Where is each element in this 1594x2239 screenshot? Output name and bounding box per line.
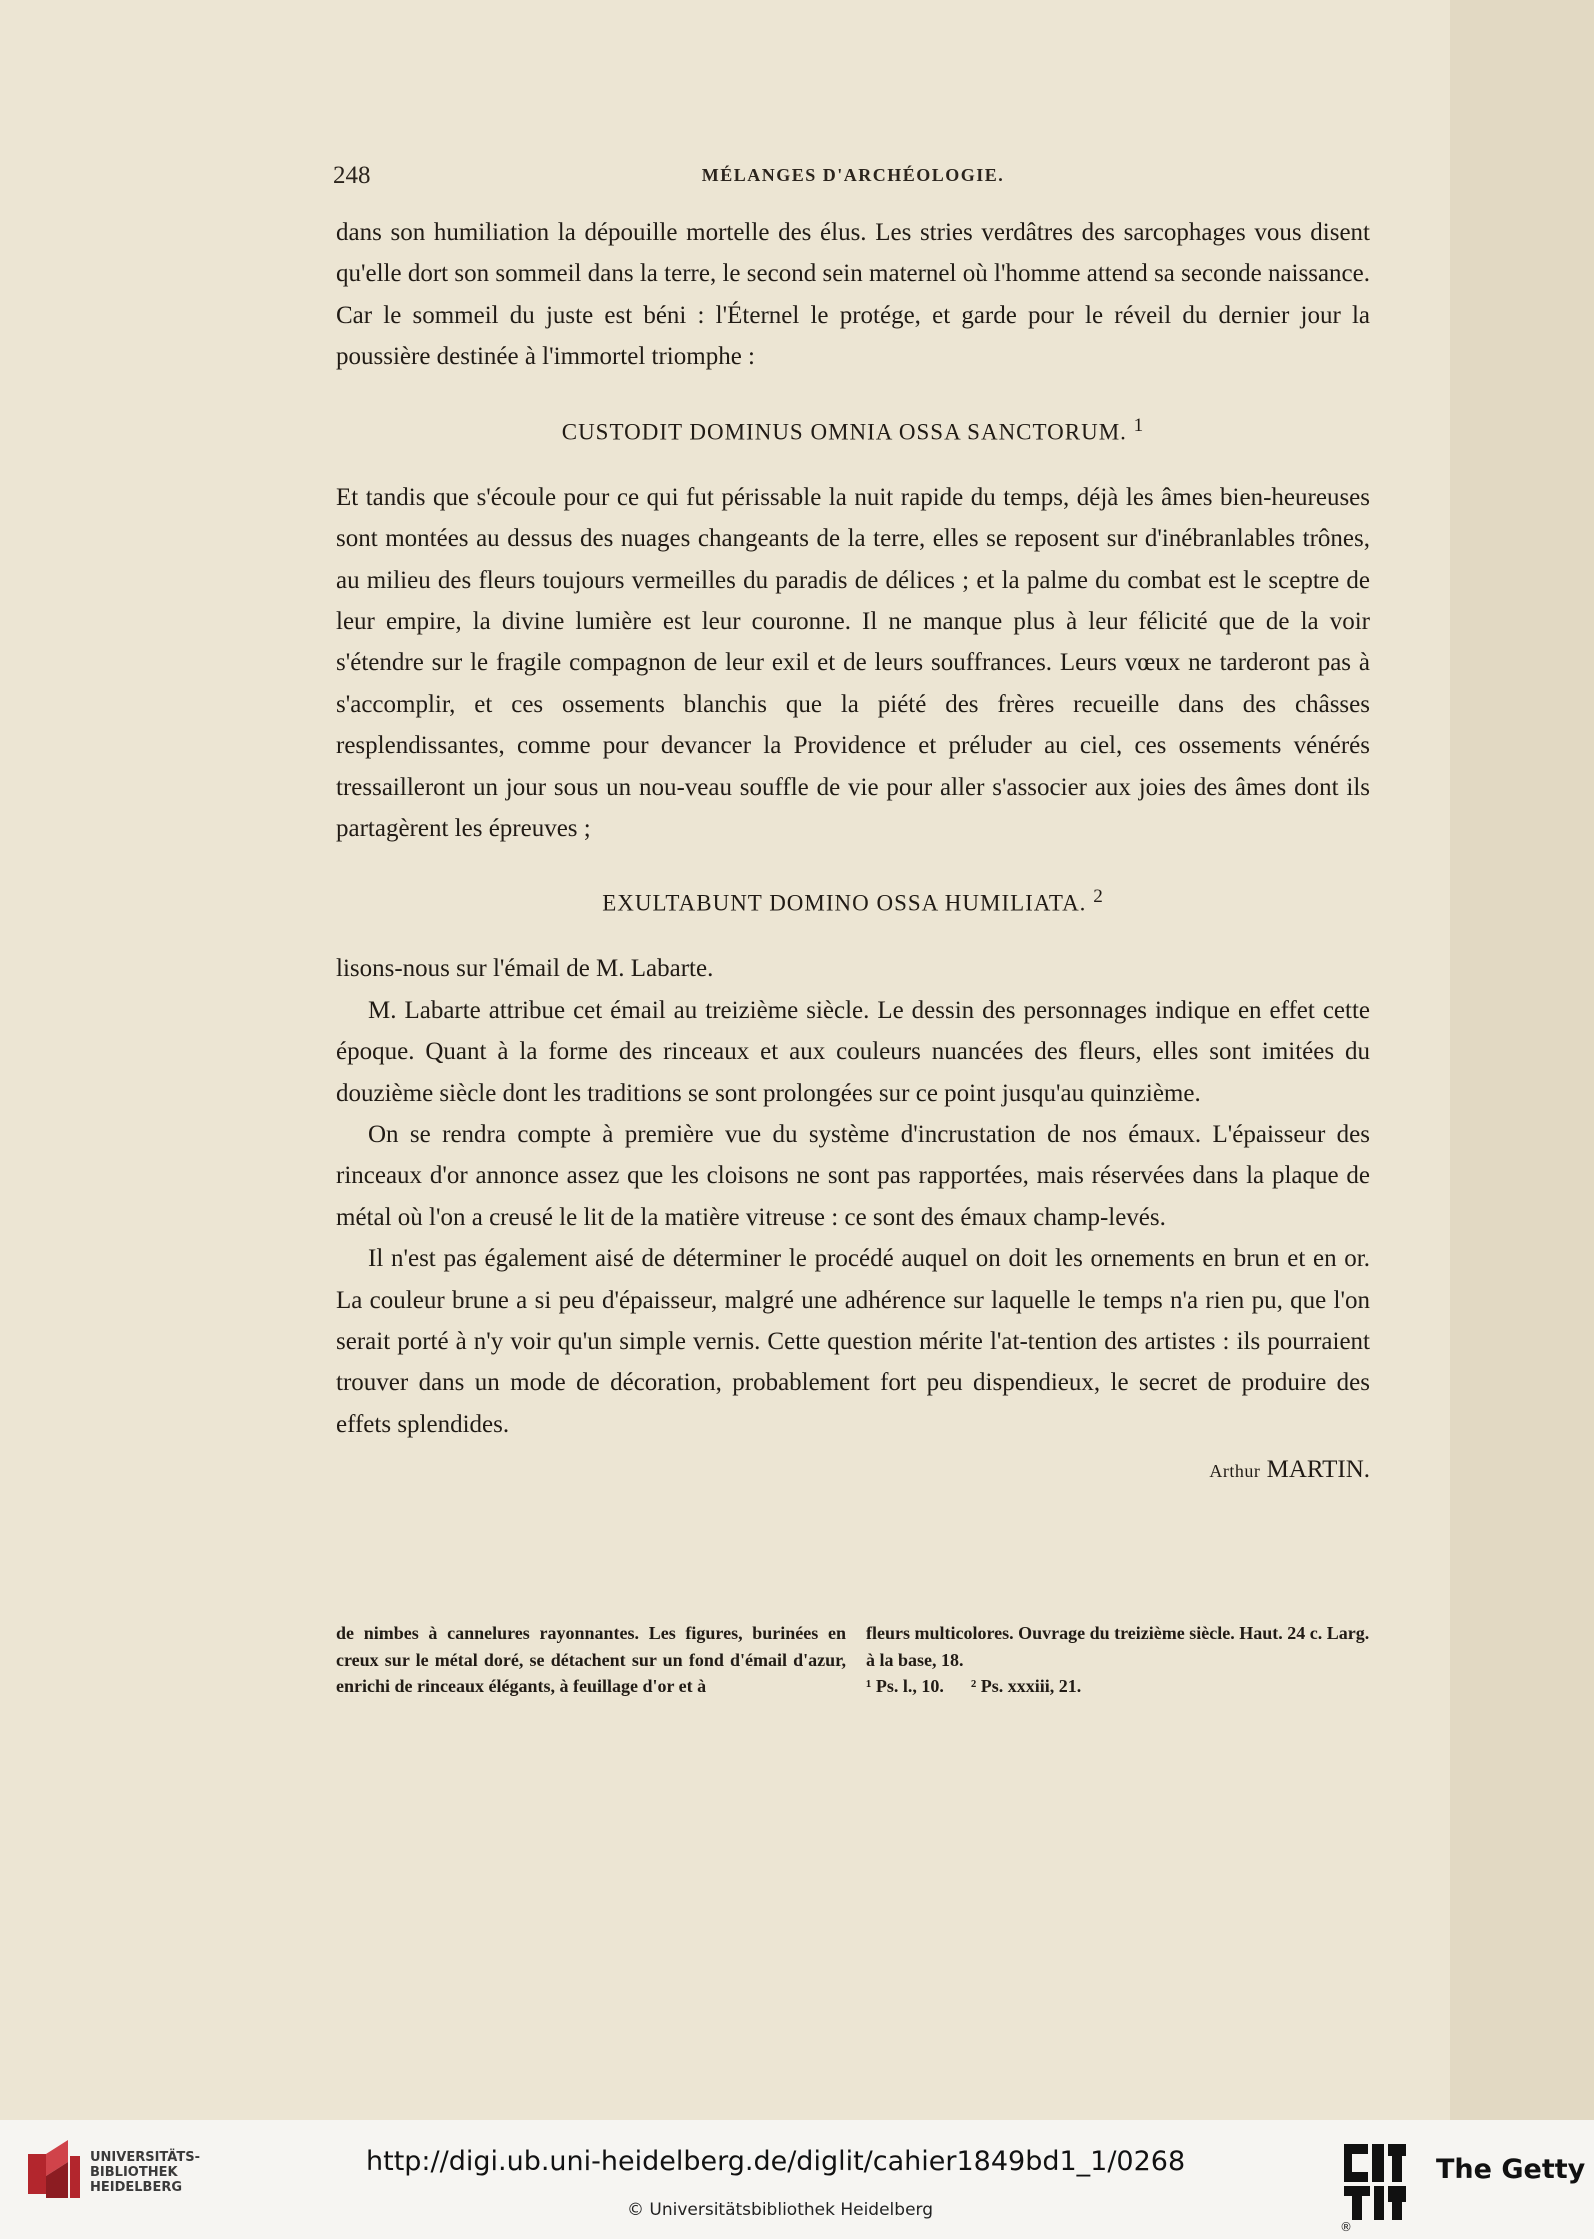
page-edge (1450, 0, 1594, 2120)
footnote-2: ² Ps. xxxiii, 21. (970, 1676, 1082, 1696)
footnote-column-right (866, 1620, 1370, 1700)
permalink-url[interactable]: http://digi.ub.uni-heidelberg.de/diglit/cahier1849bd1_1/0268 (366, 2146, 1186, 2177)
viewer-footer-bar (0, 2120, 1594, 2239)
copyright-notice: © Universitätsbibliothek Heidelberg (627, 2200, 934, 2220)
footnote-right-text: fleurs multicolores. Ouvrage du treizième siècle. Haut. 24 c. Larg. à la base, 18. (866, 1623, 1370, 1670)
page-number: 248 (333, 162, 371, 189)
library-name-line-3: HEIDELBERG (90, 2180, 183, 2195)
main-text (336, 212, 1370, 1493)
footnote-refs (866, 1673, 1370, 1700)
footnote-column-left (336, 1620, 846, 1700)
latin-quotation-1 (336, 405, 1370, 453)
author-last-name: MARTIN. (1266, 1456, 1370, 1484)
author-signature (336, 1449, 1370, 1492)
author-first-name: Arthur (1209, 1461, 1261, 1482)
registered-mark: ® (1340, 2220, 1352, 2234)
paragraph-2: Et tandis que s'écoule pour ce qui fut périssable la nuit rapide du temps, déjà les âmes bien-heureuses sont montées au dessus des nuages changeants de la terre, elles se reposent sur d'inébranlables trônes, au milieu des fleurs toujours vermeilles du paradis de délices ; et la palme du combat est le sceptre de leur empire, la divine lumière est leur couronne. Il ne manque plus à leur félicité que de la voir s'étendre sur le fragile compagnon de leur exil et de leurs souffrances. Leurs vœux ne tarderont pas à s'accomplir, et ces ossements blanchis que la piété des frères recueille dans des châsses resplendissantes, comme pour devancer la Providence et préluder au ciel, ces ossements vénérés tressailleront un jour sous un nou-veau souffle de vie pour aller s'associer aux joies des âmes dont ils partagèrent les épreuves ; (336, 483, 1370, 842)
university-library-logo-icon[interactable] (24, 2136, 86, 2202)
getty-logo-icon[interactable] (1342, 2142, 1408, 2222)
latin-quotation-1-text: CUSTODIT DOMINUS OMNIA OSSA SANCTORUM. (561, 419, 1127, 445)
paragraph-1: dans son humiliation la dépouille mortelle des élus. Les stries verdâtres des sarcophages vous disent qu'elle dort son sommeil dans la terre, le second sein maternel où l'homme attend sa seconde naissance. Car le sommeil du juste est béni : l'Éternel le protége, et garde pour le réveil du dernier jour la poussière destinée à l'immortel triomphe : (336, 219, 1370, 371)
page-header (333, 162, 1373, 192)
latin-quotation-2-text: EXULTABUNT DOMINO OSSA HUMILIATA. (602, 891, 1087, 916)
paragraph-3: lisons-nous sur l'émail de M. Labarte. (336, 955, 714, 983)
library-name-line-1: UNIVERSITÄTS- (90, 2150, 200, 2165)
running-title: MÉLANGES D'ARCHÉOLOGIE. (701, 165, 1005, 185)
paragraph-4: M. Labarte attribue cet émail au treizième siècle. Le dessin des personnages indique en effet cette époque. Quant à la forme des rinceaux et aux couleurs nuancées des fleurs, elles sont imitées du douzième siècle dont les traditions se sont prolongées sur ce point jusqu'au quinzième. (336, 996, 1370, 1107)
library-name-line-2: BIBLIOTHEK (90, 2165, 178, 2180)
footnote-left-text: de nimbes à cannelures rayonnantes. Les figures, burinées en creux sur le métal doré, se détachent sur un fond d'émail d'azur, enrichi de rinceaux élégants, à feuillage d'or et à (336, 1623, 846, 1696)
footnote-ref-2: 2 (1093, 886, 1104, 908)
footnote-1: ¹ Ps. l., 10. (866, 1676, 944, 1696)
getty-name[interactable]: The Getty (1436, 2154, 1586, 2185)
university-library-name[interactable] (90, 2150, 200, 2195)
paragraph-6: Il n'est pas également aisé de déterminer le procédé auquel on doit les ornements en brun et en or. La couleur brune a si peu d'épaisseur, malgré une adhérence sur laquelle le temps n'a rien pu, que l'on serait porté à n'y voir qu'un simple vernis. Cette question mérite l'at-tention des artistes : ils pourraient trouver dans un mode de décoration, probablement fort peu dispendieux, le secret de produire des effets splendides. (336, 1245, 1370, 1438)
latin-quotation-2 (336, 876, 1370, 924)
footnote-ref-1: 1 (1133, 414, 1145, 436)
paragraph-5: On se rendra compte à première vue du système d'incrustation de nos émaux. L'épaisseur des rinceaux d'or annonce assez que les cloisons ne sont pas rapportées, mais réservées dans la plaque de métal où l'on a creusé le lit de la matière vitreuse : ce sont des émaux champ-levés. (336, 1121, 1370, 1231)
